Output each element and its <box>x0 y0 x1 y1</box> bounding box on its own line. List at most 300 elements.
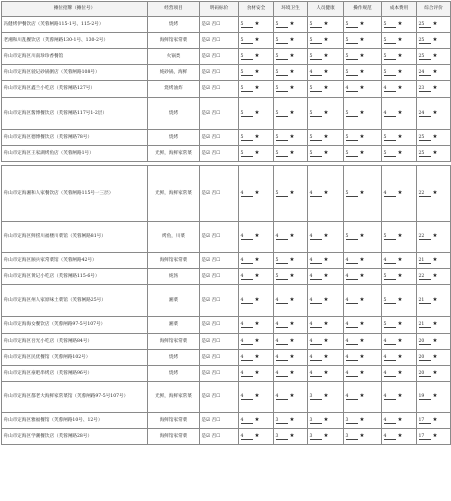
star-icon: ★ <box>432 296 438 303</box>
price-tag-checkbox[interactable]: 是☑ 否☐ <box>200 17 239 33</box>
star-icon: ★ <box>359 189 365 196</box>
hygiene-score <box>274 382 308 413</box>
score-value: 5 <box>384 54 396 60</box>
score-value: 20 <box>419 339 431 345</box>
star-icon: ★ <box>397 36 403 43</box>
score-value: 5 <box>276 86 288 92</box>
star-icon: ★ <box>254 233 260 239</box>
hygiene-score <box>274 413 308 429</box>
score-value: 4 <box>346 355 358 361</box>
score-value: 4 <box>310 371 322 377</box>
score-value: 5 <box>346 234 358 240</box>
price-tag-checkbox[interactable]: 是☑ 否☐ <box>200 166 239 222</box>
stall-name: 舟山市定海区川南珍珍香餐馆 <box>2 49 148 65</box>
table-row <box>2 253 451 269</box>
operation-score <box>344 166 382 222</box>
star-icon: ★ <box>289 337 295 344</box>
cost-score <box>382 269 417 285</box>
star-icon: ★ <box>432 353 438 360</box>
staff-health-score <box>308 413 344 429</box>
stall-name: 舟山市定海区酱博餐饮店（芙蓉闸路117号1-2层） <box>2 98 148 130</box>
overall-score <box>417 222 451 253</box>
score-value: 5 <box>310 86 322 92</box>
score-value: 4 <box>384 355 396 361</box>
business-type: 火锅类 <box>148 49 200 65</box>
business-type: 海鲜馆家常菜 <box>148 33 200 49</box>
business-type: 烧烤 <box>148 130 200 146</box>
hygiene-score <box>274 253 308 269</box>
score-value: 5 <box>346 70 358 76</box>
star-icon: ★ <box>432 109 438 116</box>
operation-score <box>344 285 382 317</box>
cost-score <box>382 33 417 49</box>
score-value: 22 <box>419 274 431 280</box>
price-tag-checkbox[interactable]: 是☑ 否☐ <box>200 49 239 65</box>
score-value: 4 <box>310 70 322 76</box>
rating-table <box>1 1 451 445</box>
star-icon: ★ <box>254 353 260 360</box>
score-value: 5 <box>384 70 396 76</box>
star-icon: ★ <box>359 52 365 59</box>
table-row <box>2 222 451 253</box>
score-value: 5 <box>346 22 358 28</box>
score-value: 4 <box>241 298 253 304</box>
overall-score <box>417 429 451 445</box>
star-icon: ★ <box>397 233 403 239</box>
star-icon: ★ <box>359 36 365 43</box>
table-row <box>2 350 451 366</box>
stall-name: 舟山市定海区州人家原味土菜馆（芙蓉闸路25号） <box>2 285 148 317</box>
stall-name: 舟山市定海区雅福餐馆（芙蓉闸路10号、12号） <box>2 413 148 429</box>
score-value: 17 <box>419 434 431 440</box>
score-value: 5 <box>276 38 288 44</box>
price-tag-checkbox[interactable]: 是☑ 否☐ <box>200 146 239 162</box>
score-value: 5 <box>241 54 253 60</box>
score-value: 5 <box>346 54 358 60</box>
star-icon: ★ <box>432 337 438 344</box>
food-safety-score <box>239 166 274 222</box>
cost-score <box>382 98 417 130</box>
price-tag-checkbox[interactable]: 是☑ 否☐ <box>200 222 239 253</box>
food-safety-score <box>239 222 274 253</box>
price-tag-checkbox[interactable]: 是☑ 否☐ <box>200 130 239 146</box>
score-value: 5 <box>384 322 396 328</box>
price-tag-checkbox[interactable]: 是☑ 否☐ <box>200 366 239 382</box>
hygiene-score <box>274 317 308 334</box>
cost-score <box>382 17 417 33</box>
star-icon: ★ <box>323 85 329 91</box>
table-row <box>2 33 451 49</box>
star-icon: ★ <box>359 256 365 263</box>
staff-health-score <box>308 98 344 130</box>
score-value: 4 <box>346 394 358 400</box>
price-tag-checkbox[interactable]: 是☑ 否☐ <box>200 317 239 334</box>
staff-health-score <box>308 17 344 33</box>
score-value: 4 <box>241 434 253 440</box>
business-type: 海鲜馆家常菜 <box>148 334 200 350</box>
table-row <box>2 166 451 222</box>
star-icon: ★ <box>432 233 438 239</box>
star-icon: ★ <box>289 296 295 303</box>
star-icon: ★ <box>397 133 403 140</box>
hygiene-score <box>274 285 308 317</box>
star-icon: ★ <box>432 321 438 327</box>
score-value: 5 <box>384 274 396 280</box>
overall-score <box>417 81 451 98</box>
star-icon: ★ <box>323 256 329 263</box>
star-icon: ★ <box>254 85 260 91</box>
score-value: 5 <box>276 70 288 76</box>
operation-score <box>344 130 382 146</box>
score-value: 5 <box>346 191 358 197</box>
business-type: 海鲜馆家常菜 <box>148 413 200 429</box>
price-tag-checkbox[interactable]: 是☑ 否☐ <box>200 269 239 285</box>
price-tag-checkbox[interactable]: 是☑ 否☐ <box>200 33 239 49</box>
stall-name: 舟山市定海湘和人家餐饮店（芙蓉闸路115号一三层） <box>2 166 148 222</box>
stall-name: 舟山市定海区鑫兰小吃店（芙蓉闸路127号） <box>2 81 148 98</box>
header-stall-name: 摊位招牌（摊位号） <box>2 2 148 17</box>
stall-name: 舟山市定海区颐兵家常菜馆（芙蓉闸路42号） <box>2 253 148 269</box>
stall-name: 舟山市定海区吾光小吃店（芙蓉闸路84号） <box>2 334 148 350</box>
business-type: 烧烤 <box>148 98 200 130</box>
business-type: 光鲜，海鲜家常菜 <box>148 146 200 162</box>
table-row <box>2 366 451 382</box>
score-value: 5 <box>276 191 288 197</box>
score-value: 4 <box>384 86 396 92</box>
star-icon: ★ <box>323 272 329 279</box>
star-icon: ★ <box>254 109 260 116</box>
score-value: 4 <box>310 322 322 328</box>
score-value: 25 <box>419 38 431 44</box>
price-tag-checkbox[interactable]: 是☑ 否☐ <box>200 253 239 269</box>
star-icon: ★ <box>432 416 438 423</box>
food-safety-score <box>239 429 274 445</box>
star-icon: ★ <box>359 109 365 116</box>
star-icon: ★ <box>289 233 295 239</box>
star-icon: ★ <box>359 416 365 423</box>
price-tag-checkbox[interactable]: 是☑ 否☐ <box>200 81 239 98</box>
overall-score <box>417 413 451 429</box>
staff-health-score <box>308 253 344 269</box>
star-icon: ★ <box>397 256 403 263</box>
operation-score <box>344 146 382 162</box>
star-icon: ★ <box>359 149 365 156</box>
star-icon: ★ <box>323 416 329 423</box>
stall-name: 舟山市定海区德博餐饮店（芙蓉闸路78号） <box>2 130 148 146</box>
overall-score <box>417 382 451 413</box>
score-value: 4 <box>384 258 396 264</box>
business-type: 海鲜馆家常菜 <box>148 253 200 269</box>
score-value: 5 <box>384 22 396 28</box>
table-row <box>2 130 451 146</box>
score-value: 5 <box>384 38 396 44</box>
score-value: 5 <box>310 111 322 117</box>
price-tag-checkbox[interactable]: 是☑ 否☐ <box>200 350 239 366</box>
score-value: 5 <box>276 258 288 264</box>
cost-score <box>382 166 417 222</box>
score-value: 24 <box>419 111 431 117</box>
star-icon: ★ <box>254 68 260 75</box>
score-value: 5 <box>310 135 322 141</box>
star-icon: ★ <box>359 233 365 239</box>
star-icon: ★ <box>254 20 260 27</box>
star-icon: ★ <box>289 256 295 263</box>
score-value: 4 <box>384 394 396 400</box>
hygiene-score <box>274 334 308 350</box>
score-value: 4 <box>241 371 253 377</box>
score-value: 3 <box>276 418 288 424</box>
score-value: 4 <box>346 322 358 328</box>
operation-score <box>344 33 382 49</box>
business-type: 海鲜馆家常菜 <box>148 429 200 445</box>
star-icon: ★ <box>432 149 438 156</box>
star-icon: ★ <box>289 353 295 360</box>
hygiene-score <box>274 98 308 130</box>
business-type: 炖砂锅，海鲜 <box>148 65 200 81</box>
score-value: 21 <box>419 298 431 304</box>
price-tag-checkbox[interactable]: 是☑ 否☐ <box>200 382 239 413</box>
price-tag-checkbox[interactable]: 是☑ 否☐ <box>200 429 239 445</box>
score-value: 3 <box>276 434 288 440</box>
score-value: 5 <box>384 298 396 304</box>
hygiene-score <box>274 33 308 49</box>
star-icon: ★ <box>432 52 438 59</box>
star-icon: ★ <box>254 36 260 43</box>
star-icon: ★ <box>432 68 438 75</box>
operation-score <box>344 429 382 445</box>
score-value: 25 <box>419 54 431 60</box>
score-value: 4 <box>241 258 253 264</box>
star-icon: ★ <box>323 337 329 344</box>
cost-score <box>382 413 417 429</box>
score-value: 4 <box>384 371 396 377</box>
cost-score <box>382 429 417 445</box>
staff-health-score <box>308 285 344 317</box>
food-safety-score <box>239 49 274 65</box>
star-icon: ★ <box>432 272 438 279</box>
score-value: 25 <box>419 151 431 157</box>
overall-score <box>417 269 451 285</box>
score-value: 5 <box>384 135 396 141</box>
stall-name: 舟山市定海区王家湖烤鱼店（芙蓉闸路1号） <box>2 146 148 162</box>
staff-health-score <box>308 222 344 253</box>
star-icon: ★ <box>289 393 295 399</box>
staff-health-score <box>308 130 344 146</box>
price-tag-checkbox[interactable]: 是☑ 否☐ <box>200 334 239 350</box>
staff-health-score <box>308 429 344 445</box>
star-icon: ★ <box>323 109 329 116</box>
business-type: 烤鱼，川菜 <box>148 222 200 253</box>
score-value: 4 <box>384 191 396 197</box>
header-price-tag: 明码标价 <box>200 2 239 17</box>
stall-name: 舟山市定海区黄记小吃店（芙蓉闸路115-6号） <box>2 269 148 285</box>
stall-name: 舟山市定海区学潮餐饮店（芙蓉闸路28号） <box>2 429 148 445</box>
food-safety-score <box>239 317 274 334</box>
operation-score <box>344 334 382 350</box>
star-icon: ★ <box>397 416 403 423</box>
table-body <box>2 17 451 445</box>
score-value: 4 <box>276 355 288 361</box>
operation-score <box>344 222 382 253</box>
overall-score <box>417 146 451 162</box>
operation-score <box>344 17 382 33</box>
star-icon: ★ <box>254 416 260 423</box>
score-value: 4 <box>346 371 358 377</box>
score-value: 23 <box>419 86 431 92</box>
staff-health-score <box>308 334 344 350</box>
star-icon: ★ <box>359 296 365 303</box>
star-icon: ★ <box>432 133 438 140</box>
star-icon: ★ <box>323 296 329 303</box>
table-row <box>2 429 451 445</box>
star-icon: ★ <box>323 68 329 75</box>
score-value: 5 <box>276 135 288 141</box>
overall-score <box>417 317 451 334</box>
star-icon: ★ <box>359 393 365 399</box>
hygiene-score <box>274 350 308 366</box>
star-icon: ★ <box>254 337 260 344</box>
hygiene-score <box>274 429 308 445</box>
overall-score <box>417 65 451 81</box>
overall-score <box>417 253 451 269</box>
score-value: 4 <box>241 234 253 240</box>
star-icon: ★ <box>397 369 403 376</box>
score-value: 5 <box>241 111 253 117</box>
score-value: 5 <box>276 151 288 157</box>
business-type: 光鲜，海鲜家常菜 <box>148 166 200 222</box>
star-icon: ★ <box>359 337 365 344</box>
score-value: 4 <box>310 339 322 345</box>
stall-name: 舟山市定海区驶记砂锅粥店（芙蓉闸路108号） <box>2 65 148 81</box>
score-value: 5 <box>346 111 358 117</box>
score-value: 5 <box>384 234 396 240</box>
score-value: 4 <box>276 298 288 304</box>
header-operation: 操作规范 <box>344 2 382 17</box>
star-icon: ★ <box>254 296 260 303</box>
star-icon: ★ <box>323 20 329 27</box>
score-value: 5 <box>241 70 253 76</box>
table-row <box>2 413 451 429</box>
price-tag-checkbox[interactable]: 是☑ 否☐ <box>200 98 239 130</box>
star-icon: ★ <box>432 369 438 376</box>
hygiene-score <box>274 17 308 33</box>
hygiene-score <box>274 166 308 222</box>
food-safety-score <box>239 350 274 366</box>
business-type: 光鲜，海鲜家常菜 <box>148 382 200 413</box>
price-tag-checkbox[interactable]: 是☑ 否☐ <box>200 65 239 81</box>
star-icon: ★ <box>397 272 403 279</box>
score-value: 5 <box>241 86 253 92</box>
header-staff-health: 人员健康 <box>308 2 344 17</box>
hygiene-score <box>274 366 308 382</box>
star-icon: ★ <box>432 36 438 43</box>
table-row <box>2 317 451 334</box>
star-icon: ★ <box>359 68 365 75</box>
hygiene-score <box>274 130 308 146</box>
table-row <box>2 334 451 350</box>
score-value: 17 <box>419 418 431 424</box>
score-value: 4 <box>384 418 396 424</box>
score-value: 4 <box>276 394 288 400</box>
score-value: 5 <box>310 38 322 44</box>
food-safety-score <box>239 334 274 350</box>
star-icon: ★ <box>432 393 438 399</box>
score-value: 5 <box>276 54 288 60</box>
star-icon: ★ <box>289 133 295 140</box>
score-value: 4 <box>241 418 253 424</box>
operation-score <box>344 98 382 130</box>
score-value: 22 <box>419 191 431 197</box>
price-tag-checkbox[interactable]: 是☑ 否☐ <box>200 413 239 429</box>
score-value: 5 <box>310 22 322 28</box>
star-icon: ★ <box>254 369 260 376</box>
star-icon: ★ <box>432 256 438 263</box>
food-safety-score <box>239 382 274 413</box>
cost-score <box>382 366 417 382</box>
business-type: 湘菜 <box>148 317 200 334</box>
score-value: 5 <box>346 151 358 157</box>
star-icon: ★ <box>397 321 403 327</box>
score-value: 3 <box>310 394 322 400</box>
star-icon: ★ <box>289 369 295 376</box>
score-value: 21 <box>419 258 431 264</box>
header-row <box>2 2 451 17</box>
star-icon: ★ <box>323 149 329 156</box>
business-type: 烧烤 <box>148 350 200 366</box>
staff-health-score <box>308 350 344 366</box>
score-value: 5 <box>346 38 358 44</box>
hygiene-score <box>274 81 308 98</box>
hygiene-score <box>274 222 308 253</box>
score-value: 5 <box>241 135 253 141</box>
star-icon: ★ <box>397 52 403 59</box>
table-row <box>2 382 451 413</box>
star-icon: ★ <box>254 149 260 156</box>
star-icon: ★ <box>323 52 329 59</box>
star-icon: ★ <box>397 20 403 27</box>
food-safety-score <box>239 17 274 33</box>
score-value: 4 <box>241 322 253 328</box>
star-icon: ★ <box>254 52 260 59</box>
price-tag-checkbox[interactable]: 是☑ 否☐ <box>200 285 239 317</box>
overall-score <box>417 33 451 49</box>
table-row <box>2 285 451 317</box>
score-value: 4 <box>310 355 322 361</box>
staff-health-score <box>308 382 344 413</box>
star-icon: ★ <box>359 432 365 439</box>
operation-score <box>344 382 382 413</box>
score-value: 4 <box>384 339 396 345</box>
table-row <box>2 17 451 33</box>
star-icon: ★ <box>397 189 403 196</box>
cost-score <box>382 317 417 334</box>
star-icon: ★ <box>359 369 365 376</box>
score-value: 4 <box>384 434 396 440</box>
staff-health-score <box>308 366 344 382</box>
star-icon: ★ <box>397 149 403 156</box>
score-value: 4 <box>346 274 358 280</box>
score-value: 4 <box>310 191 322 197</box>
star-icon: ★ <box>289 416 295 423</box>
star-icon: ★ <box>254 393 260 399</box>
star-icon: ★ <box>289 149 295 156</box>
star-icon: ★ <box>323 393 329 399</box>
star-icon: ★ <box>323 353 329 360</box>
score-value: 4 <box>310 258 322 264</box>
business-type: 湘菜 <box>148 285 200 317</box>
staff-health-score <box>308 65 344 81</box>
staff-health-score <box>308 166 344 222</box>
